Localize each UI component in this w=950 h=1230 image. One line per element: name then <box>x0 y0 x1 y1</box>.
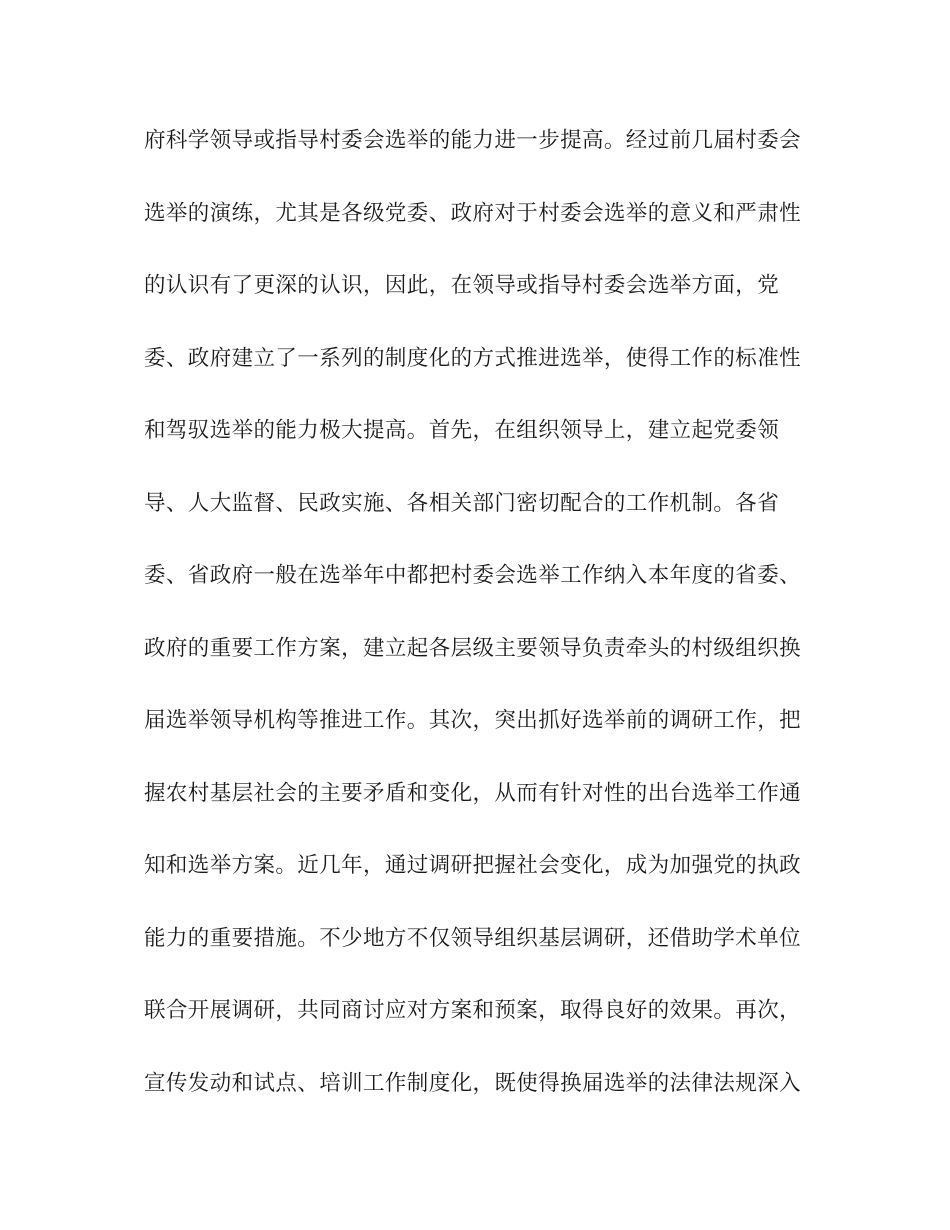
text-line: 联合开展调研，共同商讨应对方案和预案，取得良好的效果。再次， <box>144 998 802 1023</box>
text-line: 导、人大监督、民政实施、各相关部门密切配合的工作机制。各省 <box>144 490 780 516</box>
text-line: 委、政府建立了一系列的制度化的方式推进选举，使得工作的标准性 <box>144 345 802 371</box>
text-line: 政府的重要工作方案，建立起各层级主要领导负责牵头的村级组织换 <box>144 635 802 661</box>
text-line: 委、省政府一般在选举年中都把村委会选举工作纳入本年度的省委、 <box>144 563 802 588</box>
body-paragraph <box>144 116 804 1131</box>
text-line: 府科学领导或指导村委会选举的能力进一步提高。经过前几届村委会 <box>144 128 802 153</box>
text-line: 宣传发动和试点、培训工作制度化，既使得换届选举的法律法规深入 <box>144 1070 802 1096</box>
text-line: 握农村基层社会的主要矛盾和变化，从而有针对性的出台选举工作通 <box>144 780 802 806</box>
text-line: 选举的演练，尤其是各级党委、政府对于村委会选举的意义和严肃性 <box>144 200 802 226</box>
text-line: 的认识有了更深的认识，因此，在领导或指导村委会选举方面，党 <box>144 273 780 298</box>
text-line: 届选举领导机构等推进工作。其次，突出抓好选举前的调研工作，把 <box>144 708 802 733</box>
text-line: 知和选举方案。近几年，通过调研把握社会变化，成为加强党的执政 <box>144 853 802 878</box>
text-line: 能力的重要措施。不少地方不仅领导组织基层调研，还借助学术单位 <box>144 925 802 951</box>
text-line: 和驾驭选举的能力极大提高。首先，在组织领导上，建立起党委领 <box>144 418 780 443</box>
